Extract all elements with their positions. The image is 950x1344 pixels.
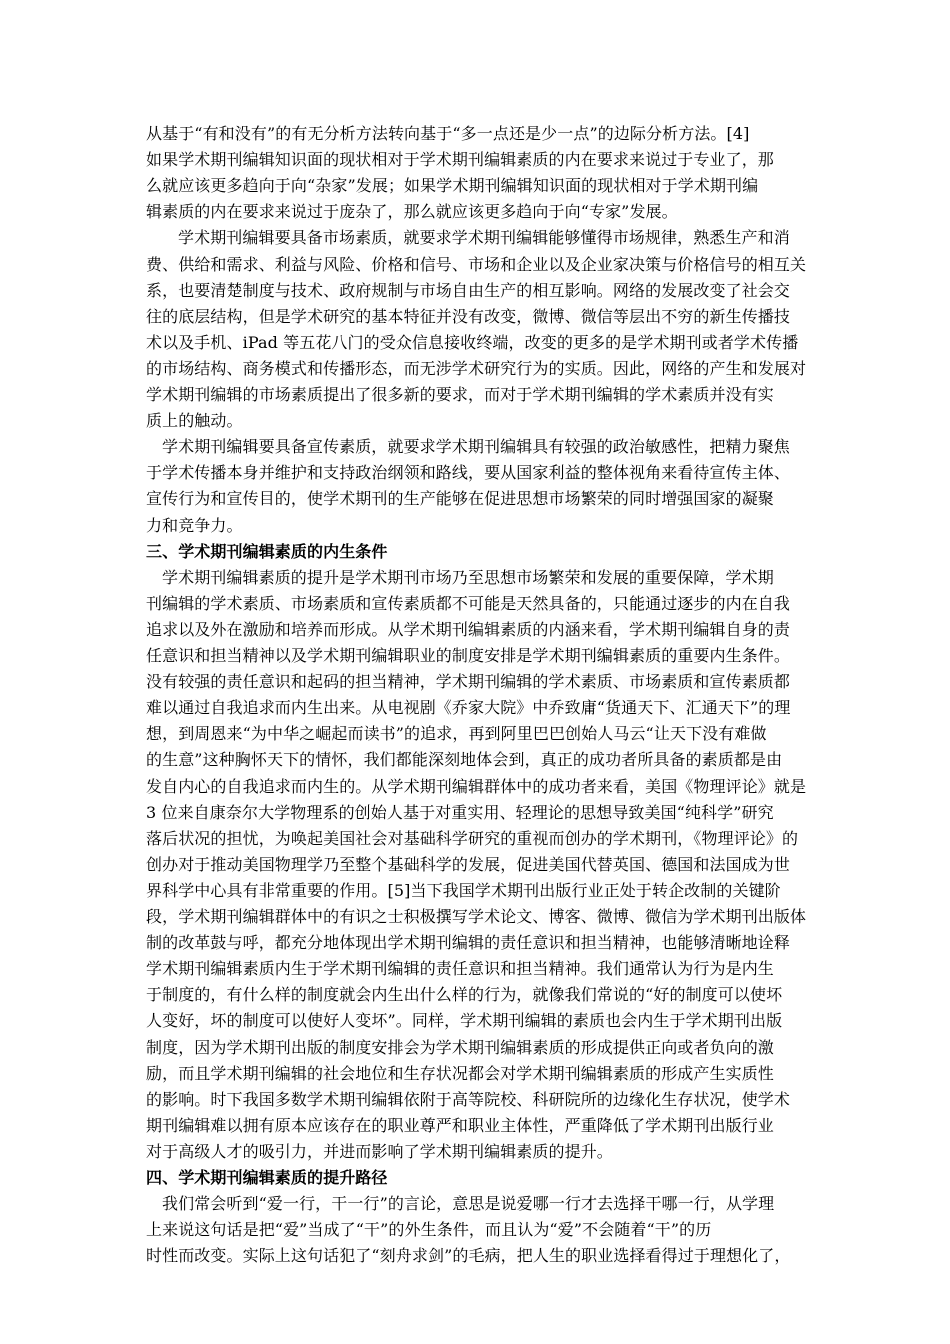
paragraph-line: 系，也要清楚制度与技术、政府规制与市场自由生产的相互影响。网络的发展改变了社会交 xyxy=(146,281,791,300)
paragraph-line: 制度，因为学术期刊出版的制度安排会为学术期刊编辑素质的形成提供正向或者负向的激 xyxy=(146,1038,774,1057)
paragraph-line: 宣传行为和宣传目的，使学术期刊的生产能够在促进思想市场繁荣的同时增强国家的凝聚 xyxy=(146,489,774,508)
paragraph-line: 质上的触动。 xyxy=(146,411,243,430)
paragraph-line: 没有较强的责任意识和起码的担当精神，学术期刊编辑的学术素质、市场素质和宣传素质都 xyxy=(146,672,791,691)
paragraph-line: 于学术传播本身并维护和支持政治纲领和路线，要从国家利益的整体视角来看待宣传主体、 xyxy=(146,463,791,482)
paragraph-line: 上来说这句话是把“爱”当成了“干”的外生条件，而且认为“爱”不会随着“干”的历 xyxy=(146,1220,712,1239)
paragraph-line: 想，到周恩来“为中华之崛起而读书”的追求，再到阿里巴巴创始人马云“让天下没有难做 xyxy=(146,724,767,743)
paragraph-line: 费、供给和需求、利益与风险、价格和信号、市场和企业以及企业家决策与价格信号的相互关 xyxy=(146,255,807,274)
paragraph-line: 往的底层结构，但是学术研究的基本特征并没有改变，微博、微信等层出不穷的新生传播技 xyxy=(146,307,791,326)
section-heading: 四、学术期刊编辑素质的提升路径 xyxy=(146,1168,388,1187)
paragraph-line: 追求以及外在激励和培养而形成。从学术期刊编辑素质的内涵来看，学术期刊编辑自身的责 xyxy=(146,620,791,639)
paragraph-line: 辑素质的内在要求来说过于庞杂了，那么就应该更多趋向于向“专家”发展。 xyxy=(146,202,678,221)
paragraph-line: 学术期刊编辑的市场素质提出了很多新的要求，而对于学术期刊编辑的学术素质并没有实 xyxy=(146,385,774,404)
paragraph-line: 我们常会听到“爱一行，干一行”的言论，意思是说爱哪一行才去选择干哪一行，从学理 xyxy=(162,1194,775,1213)
paragraph-line: 发自内心的自我追求而内生的。从学术期刊编辑群体中的成功者来看，美国《物理评论》就是 xyxy=(146,777,807,796)
paragraph-line: 界科学中心具有非常重要的作用。[5]当下我国学术期刊出版行业正处于转企改制的关键阶 xyxy=(146,881,781,900)
paragraph-line: 学术期刊编辑要具备宣传素质，就要求学术期刊编辑具有较强的政治敏感性，把精力聚焦 xyxy=(162,437,790,456)
paragraph-line: 对于高级人才的吸引力，并进而影响了学术期刊编辑素质的提升。 xyxy=(146,1142,613,1161)
paragraph-line: 制的改革鼓与呼，都充分地体现出学术期刊编辑的责任意识和担当精神，也能够清晰地诠释 xyxy=(146,933,791,952)
paragraph-line: 刊编辑的学术素质、市场素质和宣传素质都不可能是天然具备的，只能通过逐步的内在自我 xyxy=(146,594,791,613)
paragraph-line: 的生意”这种胸怀天下的情怀，我们都能深刻地体会到，真正的成功者所具备的素质都是由 xyxy=(146,750,783,769)
paragraph-line: 落后状况的担忧，为唤起美国社会对基础科学研究的重视而创办的学术期刊，《物理评论》的 xyxy=(146,829,799,848)
paragraph-line: 创办对于推动美国物理学乃至整个基础科学的发展，促进美国代替英国、德国和法国成为世 xyxy=(146,855,791,874)
paragraph-line: 难以通过自我追求而内生出来。从电视剧《乔家大院》中乔致庸“货通天下、汇通天下”的理 xyxy=(146,698,791,717)
paragraph-line: 时性而改变。实际上这句话犯了“刻舟求剑”的毛病，把人生的职业选择看得过于理想化了， xyxy=(146,1246,791,1265)
paragraph-line: 么就应该更多趋向于向“杂家”发展；如果学术期刊编辑知识面的现状相对于学术期刊编 xyxy=(146,176,759,195)
paragraph-line: 于制度的，有什么样的制度就会内生出什么样的行为，就像我们常说的“好的制度可以使坏 xyxy=(146,985,783,1004)
paragraph-line: 的影响。时下我国多数学术期刊编辑依附于高等院校、科研院所的边缘化生存状况，使学术 xyxy=(146,1090,791,1109)
paragraph-line: 学术期刊编辑要具备市场素质，就要求学术期刊编辑能够懂得市场规律，熟悉生产和消 xyxy=(178,228,790,247)
paragraph-line: 励，而且学术期刊编辑的社会地位和生存状况都会对学术期刊编辑素质的形成产生实质性 xyxy=(146,1064,774,1083)
paragraph-line: 术以及手机、iPad 等五花八门的受众信息接收终端，改变的更多的是学术期刊或者学术传播 xyxy=(146,333,799,352)
paragraph-line: 的市场结构、商务模式和传播形态，而无涉学术研究行为的实质。因此，网络的产生和发展对 xyxy=(146,359,807,378)
section-heading: 三、学术期刊编辑素质的内生条件 xyxy=(146,542,388,561)
paragraph-line: 期刊编辑难以拥有原本应该存在的职业尊严和职业主体性，严重降低了学术期刊出版行业 xyxy=(146,1116,774,1135)
paragraph-line: 学术期刊编辑素质内生于学术期刊编辑的责任意识和担当精神。我们通常认为行为是内生 xyxy=(146,959,774,978)
paragraph-line: 段，学术期刊编辑群体中的有识之士积极撰写学术论文、博客、微博、微信为学术期刊出版体 xyxy=(146,907,807,926)
paragraph-line: 人变好，坏的制度可以使好人变坏”。同样，学术期刊编辑的素质也会内生于学术期刊出版 xyxy=(146,1011,783,1030)
paragraph-line: 力和竞争力。 xyxy=(146,516,243,535)
paragraph-line: 3 位来自康奈尔大学物理系的创始人基于对重实用、轻理论的思想导致美国“纯科学”研究 xyxy=(146,803,774,822)
paragraph-line: 从基于“有和没有”的有无分析方法转向基于“多一点还是少一点”的边际分析方法。[4] xyxy=(146,124,750,143)
paragraph-line: 任意识和担当精神以及学术期刊编辑职业的制度安排是学术期刊编辑素质的重要内生条件。 xyxy=(146,646,791,665)
paragraph-line: 如果学术期刊编辑知识面的现状相对于学术期刊编辑素质的内在要求来说过于专业了，那 xyxy=(146,150,774,169)
paragraph-line: 学术期刊编辑素质的提升是学术期刊市场乃至思想市场繁荣和发展的重要保障，学术期 xyxy=(162,568,774,587)
